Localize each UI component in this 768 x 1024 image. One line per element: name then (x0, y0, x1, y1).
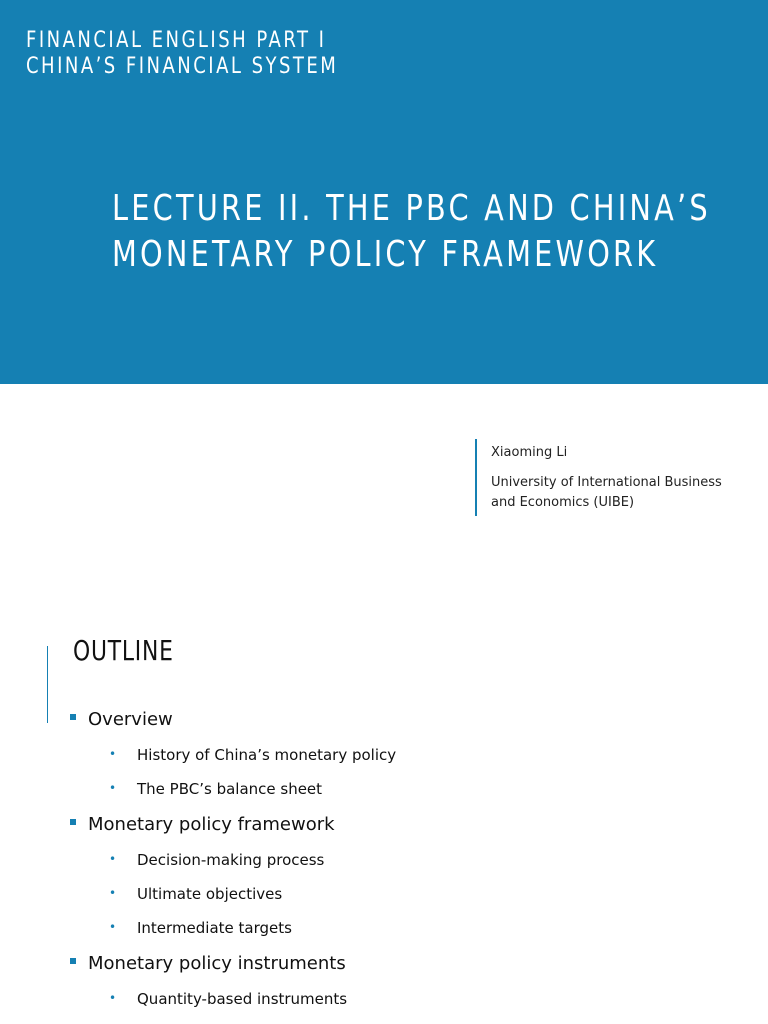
dot-bullet-icon: • (109, 920, 117, 934)
outline-subitem (109, 885, 282, 903)
outline-subitem-label: History of China’s monetary policy (137, 746, 397, 764)
dot-bullet-icon: • (109, 852, 117, 866)
outline-subitem (109, 851, 324, 869)
title-banner (0, 0, 768, 384)
author-block (475, 439, 747, 516)
dot-bullet-icon: • (109, 991, 117, 1005)
course-title-line-2: CHINA’S FINANCIAL SYSTEM (26, 54, 339, 79)
dot-bullet-icon: • (109, 747, 117, 761)
square-bullet-icon (70, 819, 76, 825)
outline-heading: OUTLINE (73, 634, 174, 667)
dot-bullet-icon: • (109, 781, 117, 795)
lecture-title (112, 186, 711, 278)
outline-section (70, 953, 346, 974)
outline-section-label: Monetary policy instruments (88, 953, 346, 974)
course-title-line-1: FINANCIAL ENGLISH PART I (26, 28, 327, 53)
lecture-title-line-1: LECTURE II. THE PBC AND CHINA’S (112, 188, 711, 229)
square-bullet-icon (70, 958, 76, 964)
outline-accent-rule (47, 646, 48, 723)
outline-subitem-label: Quantity-based instruments (137, 990, 348, 1008)
course-title (26, 28, 338, 80)
square-bullet-icon (70, 714, 76, 720)
outline-subitem (109, 746, 396, 764)
lecture-title-line-2: MONETARY POLICY FRAMEWORK (112, 234, 659, 275)
outline-subitem (109, 990, 347, 1008)
author-name: Xiaoming Li (491, 445, 568, 460)
outline-section-label: Overview (88, 709, 173, 730)
outline-subitem-label: The PBC’s balance sheet (137, 780, 323, 798)
outline-section (70, 709, 173, 730)
author-affiliation: University of International Business and Economics (UIBE) (491, 475, 722, 510)
outline-subitem-label: Intermediate targets (137, 919, 292, 937)
outline-subitem-label: Decision-making process (137, 851, 325, 869)
outline-subitem-label: Ultimate objectives (137, 885, 283, 903)
outline-section (70, 814, 335, 835)
outline-subitem (109, 919, 292, 937)
dot-bullet-icon: • (109, 886, 117, 900)
outline-subitem (109, 780, 322, 798)
outline-section-label: Monetary policy framework (88, 814, 335, 835)
